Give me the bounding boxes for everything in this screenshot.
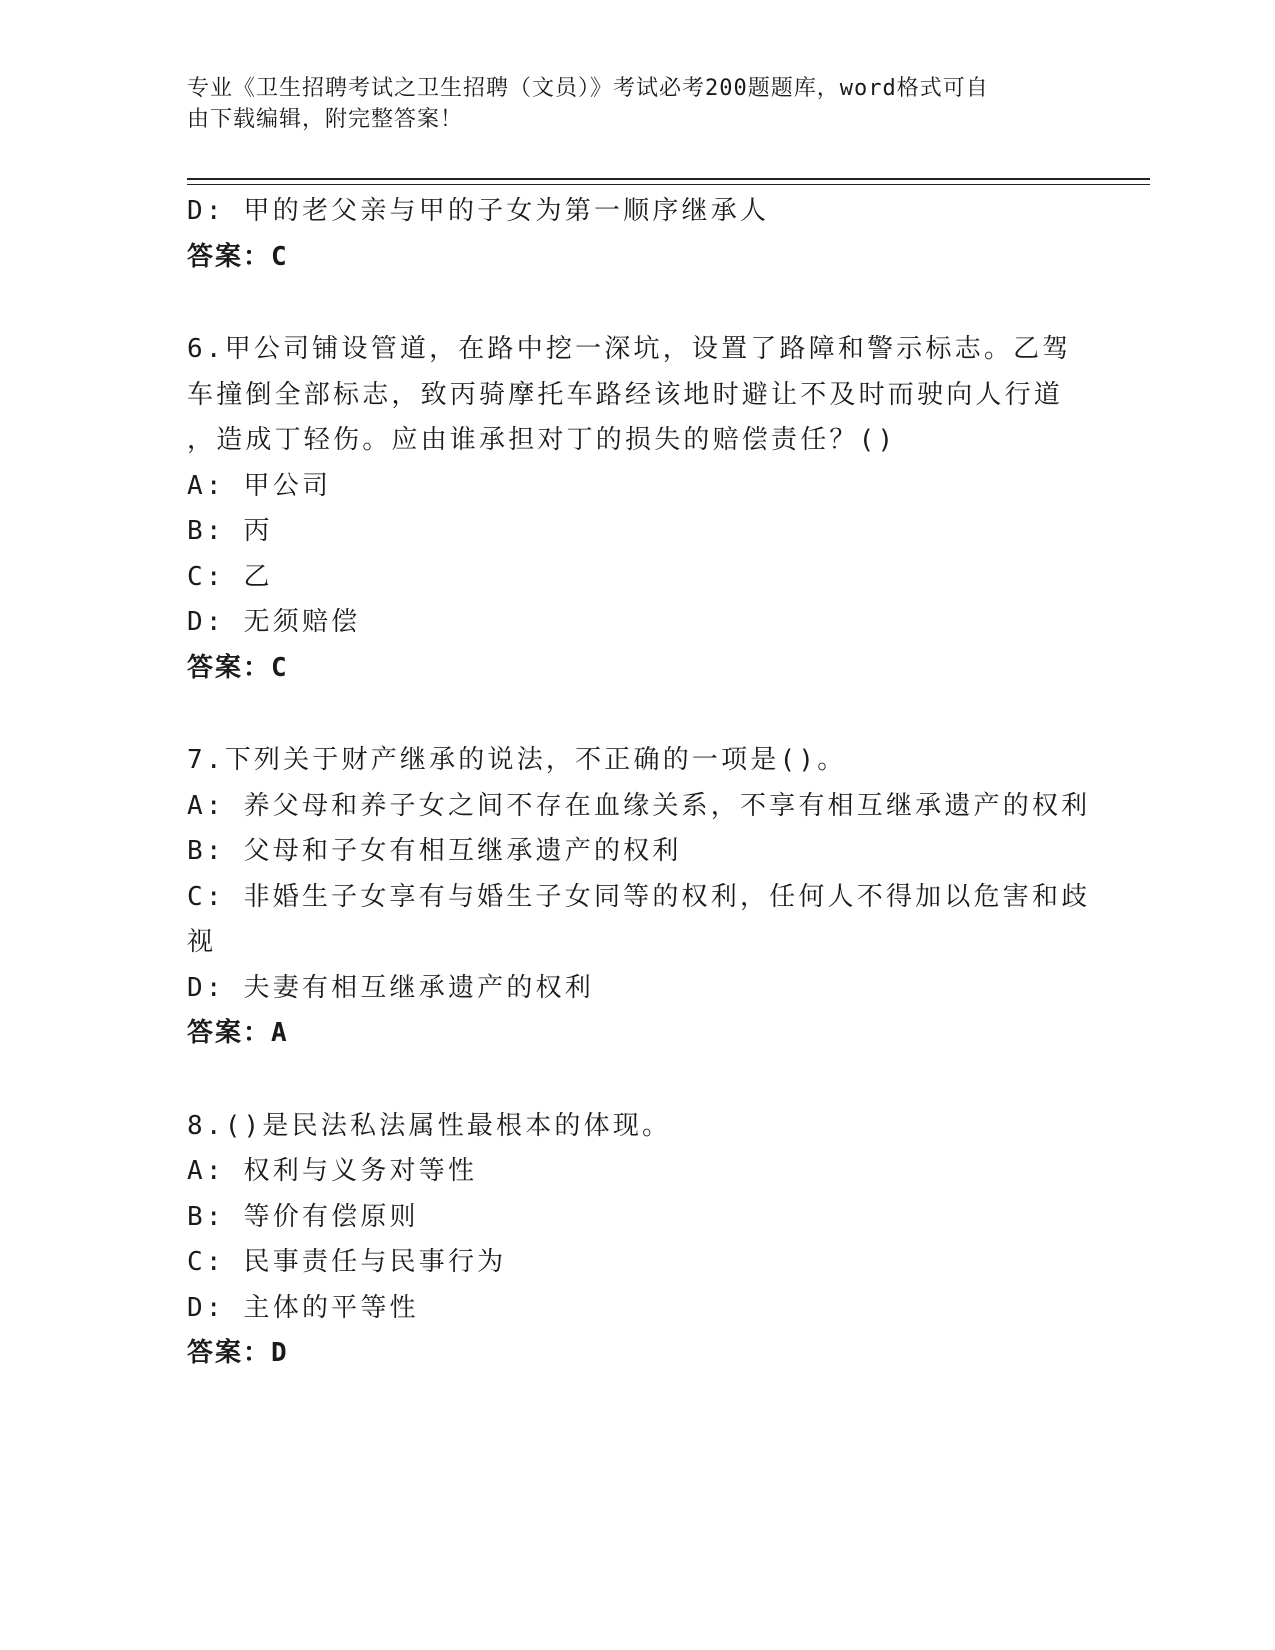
spacer [187,1057,1087,1104]
option-b: B: 父母和子女有相互继承遗产的权利 [187,836,682,866]
option-c: C: 乙 [187,561,273,592]
option-d: D: 主体的平等性 [187,1292,419,1323]
answer-line: 答案：A [187,1018,289,1048]
question-stem-line: 6.甲公司铺设管道，在路中挖一深坑，设置了路障和警示标志。乙驾 [187,334,1072,364]
answer-line: 答案：D [187,1338,289,1368]
header-divider-thin [187,184,1150,185]
spacer [187,280,1087,327]
question-stem-line: 车撞倒全部标志，致丙骑摩托车路经该地时避让不及时而驶向人行道 [187,379,1064,410]
option-a: A: 甲公司 [187,470,332,501]
document-header [187,73,1087,135]
question-8 [187,1104,1087,1377]
carryover-block [187,189,1087,280]
question-stem-line: 7.下列关于财产继承的说法，不正确的一项是()。 [187,745,847,775]
option-d: D: 夫妻有相互继承遗产的权利 [187,972,594,1003]
option-d: D: 无须赔偿 [187,607,361,637]
question-stem-line: 8.()是民法私法属性最根本的体现。 [187,1110,672,1141]
question-stem-line: ，造成丁轻伤。应由谁承担对丁的损失的赔偿责任？() [187,425,897,455]
option-a: A: 养父母和养子女之间不存在血缘关系，不享有相互继承遗产的权利 [187,790,1091,821]
option-a: A: 权利与义务对等性 [187,1156,478,1186]
option-c: C: 非婚生子女享有与婚生子女同等的权利，任何人不得加以危害和歧 [187,881,1091,912]
option-c: C: 民事责任与民事行为 [187,1247,507,1277]
option-b: B: 等价有偿原则 [187,1201,419,1232]
option-b: B: 丙 [187,516,273,546]
question-6 [187,327,1087,691]
question-7 [187,738,1091,1057]
option-c-continuation: 视 [187,927,217,957]
header-line-2: 由下载编辑，附完整答案！ [187,107,464,132]
header-divider-thick [187,178,1150,180]
answer-line: 答案：C [187,652,289,683]
header-line-1: 专业《卫生招聘考试之卫生招聘（文员）》考试必考200题题库，word格式可自 [187,76,989,101]
option-d: D: 甲的老父亲与甲的子女为第一顺序继承人 [187,196,770,226]
question-list [187,189,1091,1377]
answer-line: 答案：C [187,241,289,272]
spacer [187,691,1087,738]
